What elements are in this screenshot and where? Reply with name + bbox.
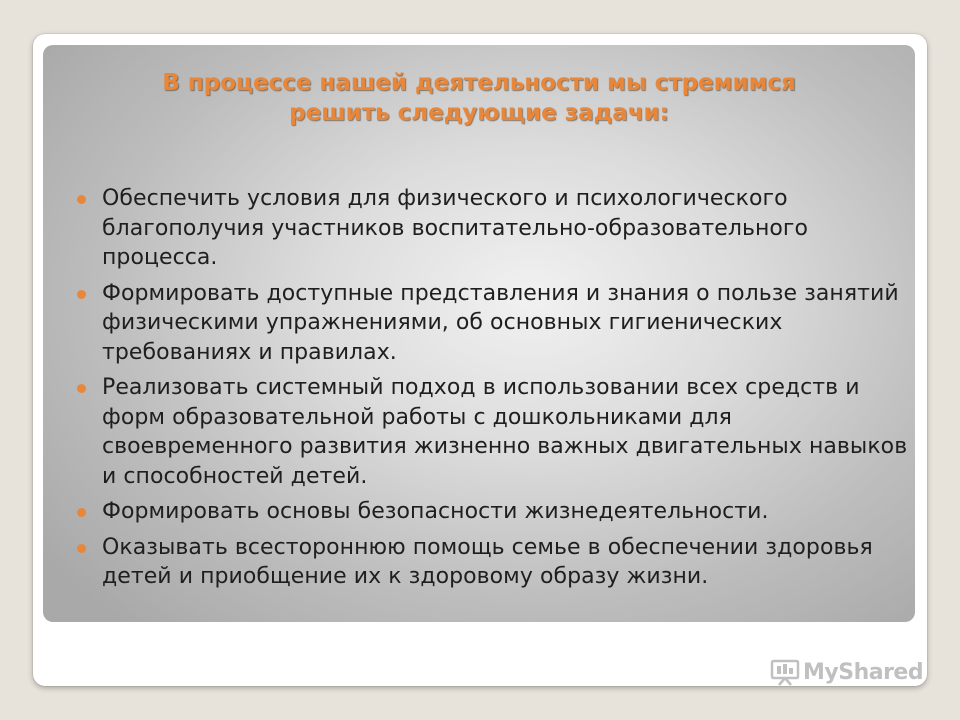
slide-title — [43, 68, 915, 128]
task-text: Оказывать всестороннюю помощь семье в обеспечении здоровья детей и приобщение их к здоровому образу жизни. — [102, 534, 873, 589]
bullet-dot-icon — [77, 384, 86, 393]
watermark-logo — [770, 655, 923, 689]
task-item — [72, 373, 912, 491]
slide-title-line-1: В процессе нашей деятельности мы стремимся — [162, 70, 796, 96]
task-item — [72, 533, 912, 592]
bullet-dot-icon — [77, 195, 86, 204]
task-text: Формировать доступные представления и знания о пользе занятий физическими упражнениями, об основных гигиенических требованиях и правилах. — [102, 280, 899, 365]
task-list — [72, 184, 912, 598]
task-text: Формировать основы безопасности жизнедеятельности. — [102, 499, 769, 524]
watermark-text: MyShared — [803, 659, 924, 685]
slide-title-line-2: решить следующие задачи: — [289, 100, 669, 126]
task-text: Обеспечить условия для физического и психологического благополучия участников воспитательно-образовательного процесса. — [102, 186, 809, 270]
presentation-board-icon — [770, 658, 800, 686]
bullet-dot-icon — [77, 508, 86, 517]
task-item — [72, 184, 912, 273]
bullet-dot-icon — [77, 290, 86, 299]
task-item — [72, 497, 912, 527]
task-item — [72, 279, 912, 368]
task-text: Реализовать системный подход в использовании всех средств и форм образовательной работы с дошкольниками для своевременного развития жизненно важных двигательных навыков и способностей детей. — [102, 375, 908, 489]
bullet-dot-icon — [77, 544, 86, 553]
